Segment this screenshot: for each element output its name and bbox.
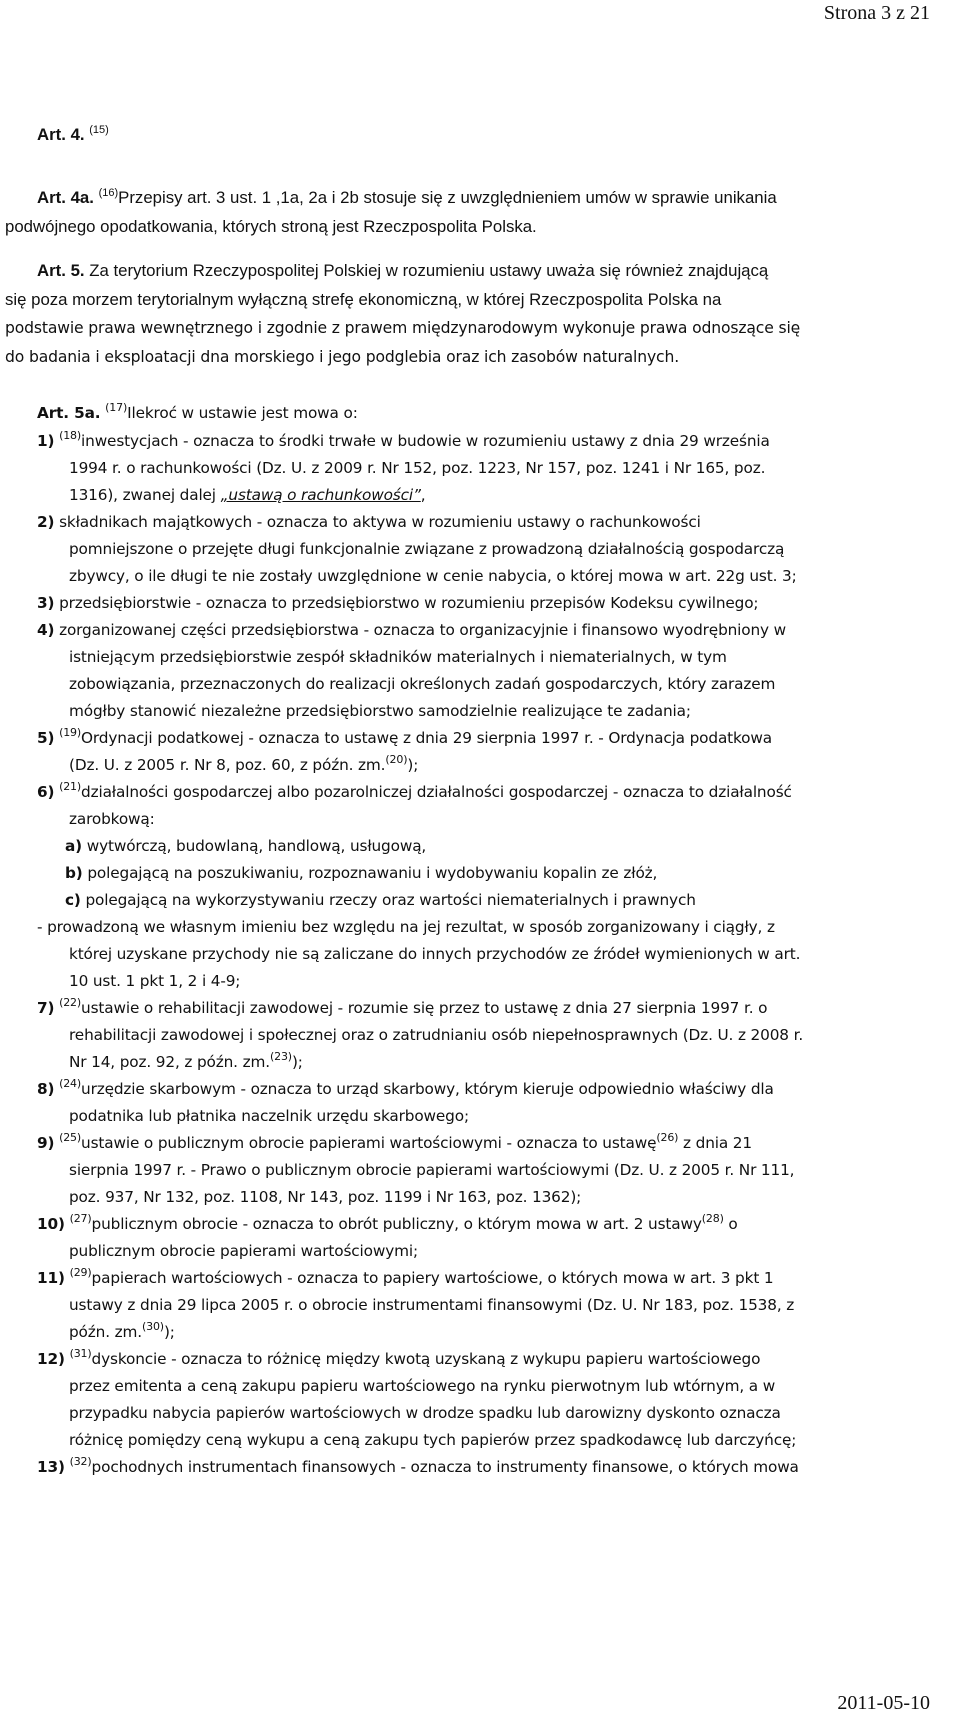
text: 1316), zwanej dalej bbox=[69, 486, 221, 504]
definition-1 bbox=[37, 428, 887, 455]
definition-text: Ordynacji podatkowej - oznacza to ustawę z dnia 29 sierpnia 1997 r. - Ordynacja podatkowa bbox=[81, 729, 772, 747]
definition-text: dyskoncie - oznacza to różnicę między kwotą uzyskaną z wykupu papieru wartościowego bbox=[91, 1350, 761, 1368]
art-4a-label: Art. 4a. bbox=[37, 188, 94, 207]
art-4a-text-cont: podwójnego opodatkowania, których stroną jest Rzeczpospolita Polska. bbox=[5, 217, 537, 236]
item-number: 13) bbox=[37, 1458, 65, 1476]
definition-text bbox=[69, 752, 887, 779]
item-number: 1) bbox=[37, 432, 55, 450]
definition-text: której uzyskane przychody nie są zaliczane do innych przychodów ze źródeł wymienionych w art. bbox=[69, 945, 801, 963]
definition-text: zobowiązania, przeznaczonych do realizacji określonych zadań gospodarczych, który zarazem bbox=[69, 675, 776, 693]
item-number: 7) bbox=[37, 999, 55, 1017]
art-4a bbox=[5, 183, 937, 241]
definition-text: mógłby stanowić niezależne przedsiębiorstwo samodzielnie realizujące te zadania; bbox=[69, 702, 691, 720]
definition-text: z dnia 21 bbox=[678, 1134, 752, 1152]
footnote-ref: (32) bbox=[69, 1455, 92, 1468]
definition-text: sierpnia 1997 r. - Prawo o publicznym obrocie papierami wartościowymi (Dz. U. z 2005 r. Nr 111, bbox=[69, 1161, 795, 1179]
footnote-ref: (31) bbox=[69, 1347, 92, 1360]
definition-8 bbox=[37, 1076, 887, 1103]
definition-text: przypadku nabycia papierów wartościowych w drodze spadku lub darowizny dyskonto oznacza bbox=[69, 1404, 781, 1422]
definition-text: zorganizowanej części przedsiębiorstwa - oznacza to organizacyjnie i finansowo wyodrębniony w bbox=[59, 621, 787, 639]
art-4a-text: Przepisy art. 3 ust. 1 ,1a, 2a i 2b stosuje się z uwzględnieniem umów w sprawie unikania bbox=[118, 188, 777, 207]
sub-item-b bbox=[65, 860, 887, 887]
definition-5 bbox=[37, 725, 887, 752]
art-4 bbox=[37, 125, 109, 145]
date-footer: 2011-05-10 bbox=[837, 1692, 930, 1714]
definition-text: różnicę pomiędzy ceną wykupu a ceną zakupu tych papierów przez spadkodawcę lub darczyńcę; bbox=[69, 1431, 797, 1449]
definition-text: polegającą na poszukiwaniu, rozpoznawaniu i wydobywaniu kopalin ze złóż, bbox=[87, 864, 658, 882]
footnote-ref: (26) bbox=[656, 1131, 679, 1144]
definition-text: istniejącym przedsiębiorstwie zespół składników materialnych i niematerialnych, w tym bbox=[69, 648, 727, 666]
definition-text: przez emitenta a ceną zakupu papieru wartościowego na rynku pierwotnym lub wtórnym, a w bbox=[69, 1377, 776, 1395]
item-number: 4) bbox=[37, 621, 55, 639]
item-number: 8) bbox=[37, 1080, 55, 1098]
definition-text: publicznym obrocie papierami wartościowymi; bbox=[69, 1242, 418, 1260]
item-number: 12) bbox=[37, 1350, 65, 1368]
footnote-ref: (16) bbox=[98, 187, 119, 199]
definition-text: wytwórczą, budowlaną, handlową, usługową, bbox=[86, 837, 427, 855]
item-number: 9) bbox=[37, 1134, 55, 1152]
definition-text: - prowadzoną we własnym imieniu bez względu na jej rezultat, w sposób zorganizowany i ciągły, z bbox=[37, 918, 775, 936]
footnote-ref: (30) bbox=[141, 1320, 164, 1333]
art-5-text: do badania i eksploatacji dna morskiego i jego podglebia oraz ich zasobów naturalnych. bbox=[5, 348, 680, 366]
art-4-label: Art. 4. bbox=[37, 125, 85, 144]
footnote-ref: (17) bbox=[105, 401, 128, 414]
definition-7 bbox=[37, 995, 887, 1022]
sub-item-a bbox=[65, 833, 887, 860]
item-number: 3) bbox=[37, 594, 55, 612]
definitions-list bbox=[37, 428, 887, 1481]
footnote-ref: (25) bbox=[59, 1131, 82, 1144]
footnote-ref: (28) bbox=[701, 1212, 724, 1225]
item-letter: b) bbox=[65, 864, 83, 882]
art-5a-label: Art. 5a. bbox=[37, 404, 101, 422]
footnote-ref: (20) bbox=[385, 753, 408, 766]
text: ); bbox=[163, 1323, 175, 1341]
footnote-ref: (19) bbox=[59, 726, 82, 739]
definition-3 bbox=[37, 590, 887, 617]
text: ); bbox=[407, 756, 419, 774]
definition-text: 10 ust. 1 pkt 1, 2 i 4-9; bbox=[69, 972, 241, 990]
definition-10 bbox=[37, 1211, 887, 1238]
definition-text: inwestycjach - oznacza to środki trwałe w budowie w rozumieniu ustawy z dnia 29 września bbox=[81, 432, 770, 450]
art-5-text: się poza morzem terytorialnym wyłączną strefę ekonomiczną, w której Rzeczpospolita Polska na bbox=[5, 290, 722, 309]
definition-text: polegającą na wykorzystywaniu rzeczy oraz wartości niematerialnych i prawnych bbox=[85, 891, 696, 909]
art-5-text: podstawie prawa wewnętrznego i zgodnie z prawem międzynarodowym wykonuje prawa odnoszące się bbox=[5, 319, 801, 337]
footnote-ref: (23) bbox=[269, 1050, 292, 1063]
footnote-ref: (21) bbox=[59, 780, 82, 793]
text: (Dz. U. z 2005 r. Nr 8, poz. 60, z późn. zm. bbox=[69, 756, 386, 774]
art-5-text: Za terytorium Rzeczypospolitej Polskiej w rozumieniu ustawy uważa się również znajdującą bbox=[89, 261, 769, 280]
item-letter: c) bbox=[65, 891, 81, 909]
defined-term: „ustawą o rachunkowości” bbox=[220, 486, 421, 504]
definition-text: urzędzie skarbowym - oznacza to urząd skarbowy, którym kieruje odpowiednio właściwy dla bbox=[81, 1080, 774, 1098]
item-number: 5) bbox=[37, 729, 55, 747]
footnote-ref: (27) bbox=[69, 1212, 92, 1225]
definition-4 bbox=[37, 617, 887, 644]
definition-text: publicznym obrocie - oznacza to obrót publiczny, o którym mowa w art. 2 ustawy bbox=[91, 1215, 702, 1233]
footnote-ref: (15) bbox=[89, 124, 109, 136]
art-5 bbox=[5, 256, 935, 372]
item-letter: a) bbox=[65, 837, 83, 855]
definition-9 bbox=[37, 1130, 887, 1157]
definition-text: zbywcy, o ile długi te nie zostały uwzględnione w cenie nabycia, o której mowa w art. 22g ust. 3; bbox=[69, 567, 797, 585]
text: późn. zm. bbox=[69, 1323, 142, 1341]
definition-text: ustawie o rehabilitacji zawodowej - rozumie się przez to ustawę z dnia 27 sierpnia 1997 r. o bbox=[81, 999, 768, 1017]
definition-text: pomniejszone o przejęte długi funkcjonalnie związane z prowadzoną działalnością gospodarczą bbox=[69, 540, 785, 558]
definition-12 bbox=[37, 1346, 887, 1373]
footnote-ref: (22) bbox=[59, 996, 82, 1009]
item-number: 2) bbox=[37, 513, 55, 531]
text: , bbox=[420, 486, 426, 504]
definition-text: działalności gospodarczej albo pozarolniczej działalności gospodarczej - oznacza to działalność bbox=[81, 783, 792, 801]
definition-text: rehabilitacji zawodowej i społecznej oraz o zatrudnianiu osób niepełnosprawnych (Dz. U. z 2008 r. bbox=[69, 1026, 804, 1044]
definition-text: ustawie o publicznym obrocie papierami wartościowymi - oznacza to ustawę bbox=[81, 1134, 657, 1152]
item-number: 11) bbox=[37, 1269, 65, 1287]
definition-text bbox=[69, 1049, 887, 1076]
definition-text: ustawy z dnia 29 lipca 2005 r. o obrocie instrumentami finansowymi (Dz. U. Nr 183, poz. 1538, z bbox=[69, 1296, 795, 1314]
definition-text: papierach wartościowych - oznacza to papiery wartościowe, o których mowa w art. 3 pkt 1 bbox=[91, 1269, 774, 1287]
art-5a-text: Ilekroć w ustawie jest mowa o: bbox=[127, 404, 358, 422]
definition-text: o bbox=[723, 1215, 738, 1233]
footnote-ref: (24) bbox=[59, 1077, 82, 1090]
definition-text: poz. 937, Nr 132, poz. 1108, Nr 143, poz. 1199 i Nr 163, poz. 1362); bbox=[69, 1188, 582, 1206]
definition-text: pochodnych instrumentach finansowych - oznacza to instrumenty finansowe, o których mowa bbox=[91, 1458, 799, 1476]
art-5a bbox=[37, 401, 358, 422]
item-number: 6) bbox=[37, 783, 55, 801]
item-number: 10) bbox=[37, 1215, 65, 1233]
definition-text bbox=[69, 482, 887, 509]
page-number-header: Strona 3 z 21 bbox=[823, 2, 930, 24]
definition-2 bbox=[37, 509, 887, 536]
definition-11 bbox=[37, 1265, 887, 1292]
definition-text bbox=[69, 1319, 887, 1346]
art-5-label: Art. 5. bbox=[37, 261, 85, 280]
text: Nr 14, poz. 92, z późn. zm. bbox=[69, 1053, 270, 1071]
footnote-ref: (29) bbox=[69, 1266, 92, 1279]
definition-text: podatnika lub płatnika naczelnik urzędu skarbowego; bbox=[69, 1107, 469, 1125]
definition-text: przedsiębiorstwie - oznacza to przedsiębiorstwo w rozumieniu przepisów Kodeksu cywilnego; bbox=[59, 594, 759, 612]
definition-13 bbox=[37, 1454, 887, 1481]
definition-6 bbox=[37, 779, 887, 806]
definition-text: składnikach majątkowych - oznacza to aktywa w rozumieniu ustawy o rachunkowości bbox=[59, 513, 701, 531]
sub-item-c bbox=[65, 887, 887, 914]
definition-text: 1994 r. o rachunkowości (Dz. U. z 2009 r. Nr 152, poz. 1223, Nr 157, poz. 1241 i Nr 165, poz. bbox=[69, 459, 766, 477]
footnote-ref: (18) bbox=[59, 429, 82, 442]
text: ); bbox=[291, 1053, 303, 1071]
definition-text: zarobkową: bbox=[69, 810, 155, 828]
